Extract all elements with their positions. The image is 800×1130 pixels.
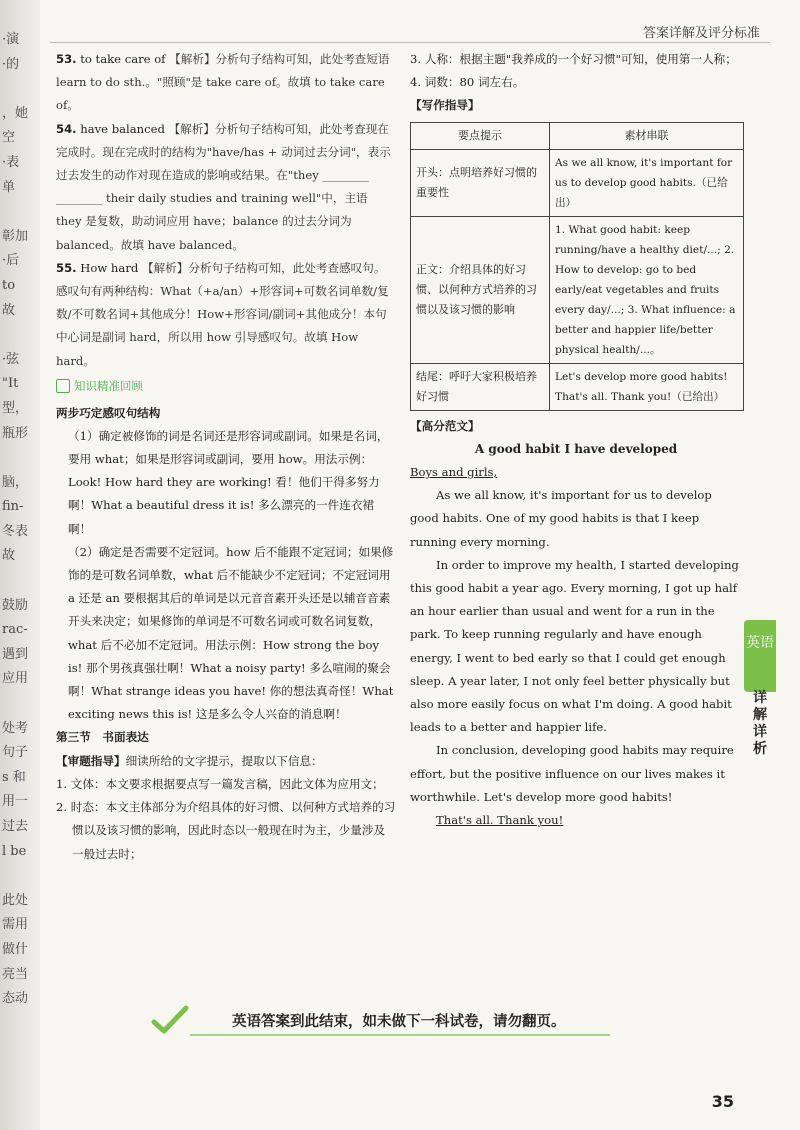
end-of-answers-banner	[150, 1004, 610, 1036]
edge-text-fragment: ·后	[2, 253, 20, 269]
edge-text-fragment: 句子	[2, 745, 28, 761]
table-cell: 正文：介绍具体的好习惯、以何种方式培养的习惯以及该习惯的影响	[411, 216, 550, 363]
edge-text-fragment	[2, 864, 28, 889]
table-cell: 1. What good habit: keep running/have a healthy diet/...; 2. How to develop: go to bed early/eat vegetables and fruits every day/...; 3. What influence: a better and happier life/better physical health/...。	[550, 216, 744, 363]
table-row	[411, 216, 744, 363]
question-55	[56, 257, 396, 373]
check-icon	[150, 1004, 190, 1036]
table-cell: As we all know, it's important for us to develop good habits.（已给出）	[550, 149, 744, 216]
edge-text-fragment	[2, 77, 28, 102]
edge-text-fragment: "It	[2, 376, 19, 392]
answer-text: to take care of	[80, 52, 166, 66]
table-row	[411, 149, 744, 216]
review-guidance-text: 细读所给的文字提示，提取以下信息：	[125, 753, 323, 768]
tip-paragraph-1: （1）确定被修饰的词是名词还是形容词或副词。如果是名词，要用 what；如果是形容词或副词，要用 how。用法示例：Look! How hard they are working! 看！他们干得多努力啊！What a beautiful dress it is! 多么漂亮的一件连衣裙啊！	[68, 428, 389, 536]
edge-text-fragment: 瓶形	[2, 425, 28, 441]
edge-text-fragment: 处考	[2, 720, 28, 736]
essay-paragraph-3: In conclusion, developing good habits may require effort, but the positive influence on our lives makes it worthwhile. Let's develop more good habits!	[410, 743, 734, 804]
question-53	[56, 48, 396, 118]
edge-text-fragment: ，她	[2, 105, 28, 121]
edge-text-fragment: 空	[2, 130, 16, 146]
review-guidance-label: 【审题指导】	[56, 753, 126, 768]
explanation-text: 【解析】分析句子结构可知，此处考查现在完成时。现在完成时的结构为"have/has + 动词过去分词"，表示过去发生的动作对现在造成的影响或结果。在"they ________ ________ their daily studies and training well"中，主语 they 是复数，助动词应用 have；balance 的过去分词为 balanced。故填 have balanced。	[56, 121, 391, 252]
edge-text-fragment: ·演	[2, 32, 20, 47]
table-cell: 开头：点明培养好习惯的重要性	[411, 149, 550, 216]
edge-text-fragment: ·表	[2, 154, 20, 170]
edge-text-fragment: fin-	[2, 499, 24, 515]
question-number: 53.	[56, 52, 77, 66]
edge-text-fragment: 亮当	[2, 966, 28, 982]
right-column	[410, 48, 742, 832]
edge-text-fragment: 型，	[2, 400, 28, 416]
edge-text-fragment: 过去	[2, 819, 28, 834]
edge-text-fragment: 遇到	[2, 646, 28, 662]
writing-guide-table	[410, 122, 744, 411]
edge-text-fragment	[2, 323, 28, 348]
question-54	[56, 118, 396, 257]
model-essay	[410, 438, 742, 832]
section-title: 第三节 书面表达	[56, 730, 149, 745]
model-essay-label: 【高分范文】	[410, 418, 480, 433]
explanation-text: 【解析】分析句子结构可知，此处考查感叹句。感叹句有两种结构：What（+a/an）+形容词+可数名词单数/复数/不可数名词+其他成分！How+形容词/副词+其他成分！本句中心词是副词 hard，所以用 how 引导感叹句。故填 How hard。	[56, 260, 389, 368]
guidance-item-1: 1. 文体：本文要求根据要点写一篇发言稿，因此文体为应用文；	[56, 776, 384, 791]
edge-text-fragment: 冬表	[2, 523, 28, 539]
edge-text-fragment: 需用	[2, 917, 28, 933]
edge-text-fragment: 彰加	[2, 228, 28, 244]
edge-text-fragment: ·的	[2, 56, 20, 72]
tip-title: 两步巧定感叹句结构	[56, 405, 161, 420]
edge-text-fragment	[2, 200, 28, 225]
essay-paragraph-1: As we all know, it's important for us to develop good habits. One of my good habits is that I keep running every morning.	[410, 488, 712, 549]
edge-text-fragment: 态动	[2, 991, 28, 1007]
tip-paragraph-2: （2）确定是否需要不定冠词。how 后不能跟不定冠词；如果修饰的是可数名词单数，what 后不能缺少不定冠词；不定冠词用 a 还是 an 要根据其后的单词是以元音音素开头还是以辅音音素开头来决定；如果修饰的单词是不可数名词或可数名词复数，what 后不必加不定冠词。用法示例：How strong the boy is! 那个男孩真强壮啊！What a noisy party! 多么喧闹的聚会啊！What strange ideas you have! 你的想法真奇怪！What exciting news this is! 这是多么令人兴奋的消息啊！	[68, 544, 394, 722]
essay-title: A good habit I have developed	[474, 441, 678, 456]
edge-text-fragment: s 和	[2, 769, 26, 785]
end-of-answers-text: 英语答案到此结束，如未做下一科试卷，请勿翻页。	[232, 1014, 566, 1030]
explanation-text: 【解析】分析句子结构可知，此处考查短语 learn to do sth.。"照顾"是 take care of。故填 to take care of。	[56, 52, 390, 113]
essay-paragraph-2: In order to improve my health, I started developing this good habit a year ago. Every morning, I got up half an hour earlier than usual and went for a run in the park. To keep running regularly and have enough energy, I went to bed early so that I could get enough sleep. A year later, I not only feel better physically but also more easily focus on what I'm doing. A good habit leads to a better and happier life.	[410, 557, 739, 735]
essay-greeting: Boys and girls,	[410, 465, 498, 480]
edge-text-fragment: l be	[2, 843, 27, 859]
previous-page-edge-text	[2, 28, 28, 1012]
table-header-row	[411, 122, 744, 149]
edge-text-fragment: 应用	[2, 671, 28, 687]
edge-text-fragment: 单	[2, 179, 16, 195]
banner-underline	[190, 1034, 610, 1036]
header-divider	[50, 42, 770, 43]
edge-text-fragment: 故	[2, 302, 16, 318]
edge-text-fragment	[2, 692, 28, 717]
guidance-item-4: 4. 词数：80 词左右。	[410, 75, 525, 90]
table-cell: 结尾：呼吁大家积极培养好习惯	[411, 363, 550, 410]
essay-closing: That's all. Thank you!	[436, 813, 564, 828]
guidance-item-2: 2. 时态：本文主体部分为介绍具体的好习惯、以何种方式培养的习惯以及该习惯的影响，因此时态以一般现在时为主，少量涉及一般过去时；	[56, 800, 396, 861]
page-number: 35	[711, 1092, 734, 1111]
table-row	[411, 363, 744, 410]
edge-text-fragment	[2, 569, 28, 594]
edge-text-fragment: 脑，	[2, 474, 28, 490]
edge-text-fragment: rac-	[2, 622, 28, 638]
answer-text: How hard	[80, 260, 139, 275]
table-cell: Let's develop more good habits! That's all. Thank you!（已给出）	[550, 363, 744, 410]
knowledge-review-label	[56, 375, 143, 398]
edge-text-fragment: 鼓励	[2, 597, 28, 613]
guidance-item-3: 3. 人称：根据主题"我养成的一个好习惯"可知，使用第一人称；	[410, 52, 737, 66]
edge-text-fragment: 故	[2, 548, 16, 564]
question-number: 54.	[56, 121, 77, 136]
page-header-title: 答案详解及评分标准	[642, 26, 760, 41]
edge-text-fragment: 此处	[2, 892, 28, 908]
table-header-cell: 要点提示	[411, 122, 550, 149]
knowledge-review-text: 知识精准回顾	[74, 378, 143, 393]
subject-tab-label: 详解详析	[753, 690, 767, 757]
subject-tab: 英语	[744, 620, 776, 692]
review-guidance	[56, 750, 396, 773]
edge-text-fragment: ·弦	[2, 351, 20, 367]
edge-text-fragment: to	[2, 277, 16, 293]
left-column	[56, 48, 396, 866]
edge-text-fragment	[2, 446, 28, 471]
edge-text-fragment: 用一	[2, 794, 28, 810]
answer-text: have balanced	[80, 121, 165, 136]
question-number: 55.	[56, 260, 77, 275]
edge-text-fragment: 做什	[2, 941, 28, 957]
document-icon	[56, 379, 70, 393]
table-header-cell: 素材串联	[550, 122, 744, 149]
writing-guide-label: 【写作指导】	[410, 98, 480, 113]
